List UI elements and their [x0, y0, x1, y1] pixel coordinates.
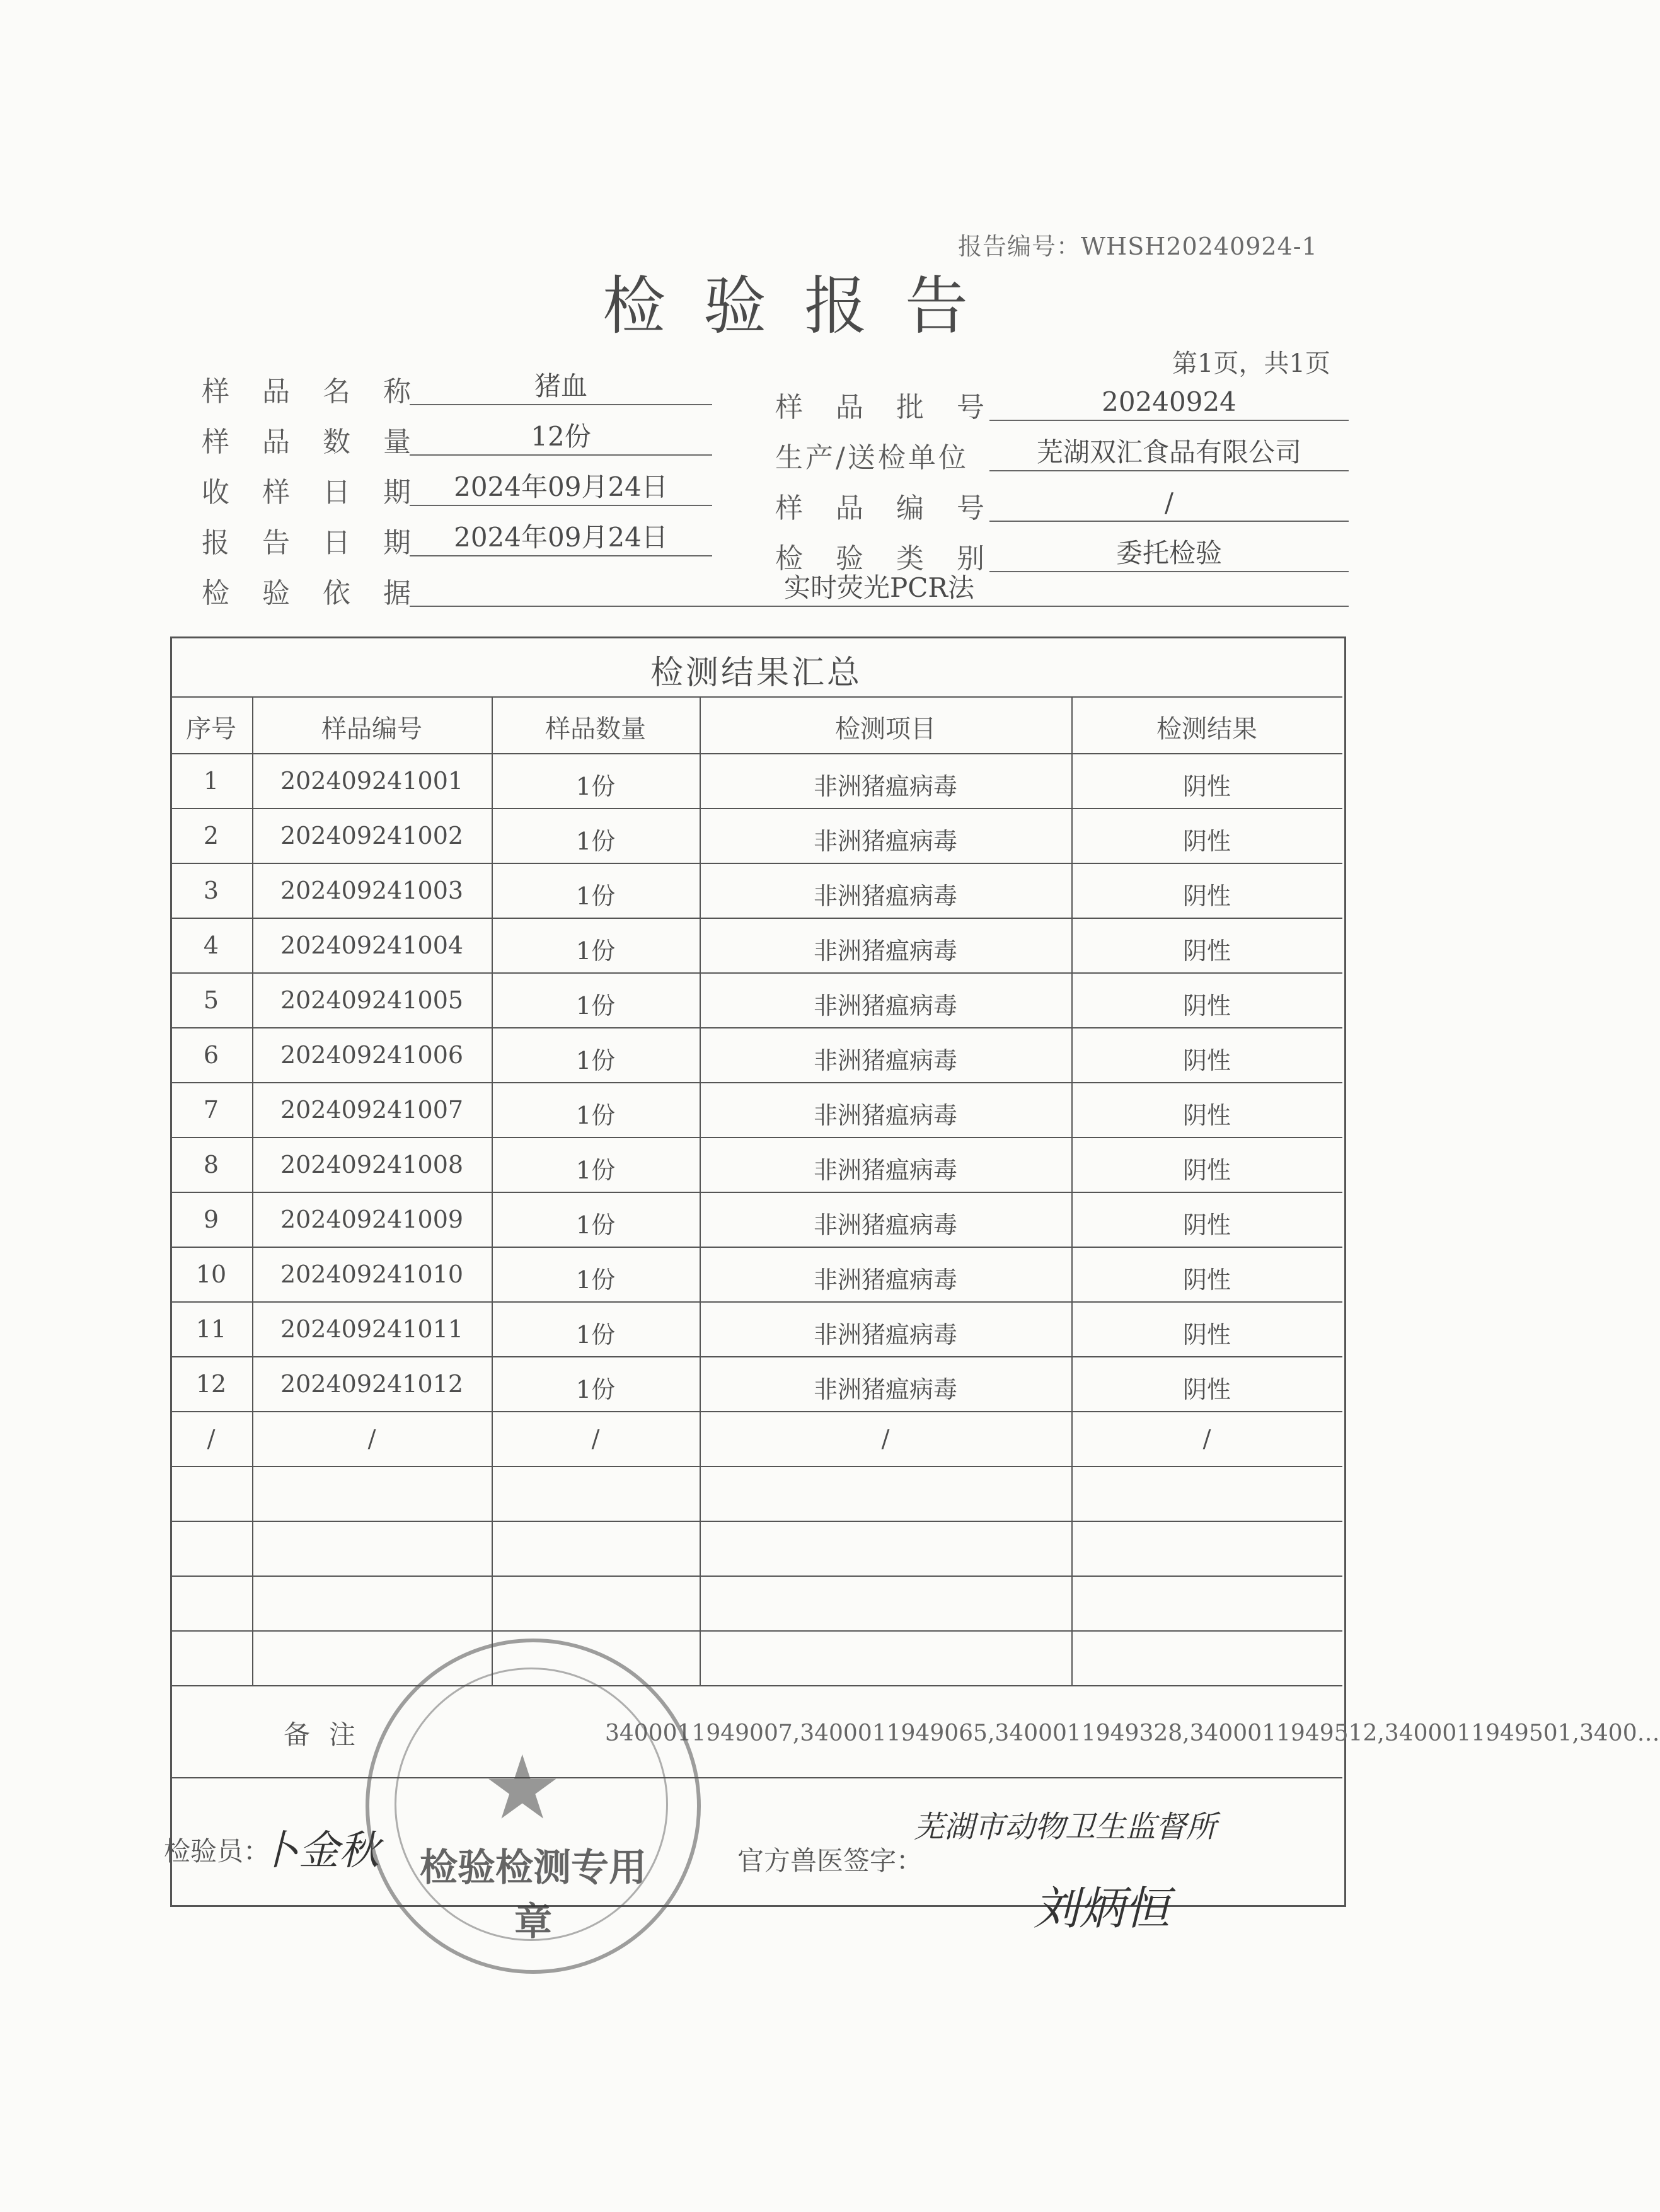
- table-cell-code: /: [367, 1425, 376, 1453]
- table-cell-qty: 1份: [575, 1211, 616, 1239]
- submitter-label: 生产/送检单位: [775, 442, 969, 474]
- table-cell-qty: /: [591, 1425, 600, 1453]
- table-cell-result: 阴性: [1182, 1266, 1231, 1294]
- inspector-label: 检验员：: [164, 1836, 270, 1867]
- table-cell-result: 阴性: [1182, 1156, 1231, 1184]
- sample-name-label: 样品名称: [202, 376, 444, 408]
- sample-code-value: /: [989, 485, 1349, 522]
- table-cell-no: 8: [203, 1151, 219, 1178]
- sample-code-label: 样品编号: [775, 492, 1017, 524]
- received-date-label: 收样日期: [202, 476, 444, 509]
- table-cell-qty: 1份: [575, 1102, 616, 1129]
- column-header: 检测结果: [1156, 715, 1257, 744]
- row-divider: [170, 1685, 1342, 1686]
- table-cell-no: 3: [203, 877, 219, 904]
- table-cell-qty: 1份: [575, 1321, 616, 1349]
- table-cell-code: 202409241006: [280, 1041, 464, 1069]
- table-cell-code: 202409241012: [280, 1370, 464, 1398]
- table-cell-code: 202409241003: [280, 877, 464, 904]
- table-cell-item: 非洲猪瘟病毒: [813, 937, 957, 965]
- sample-name-value: 猪血: [410, 369, 712, 405]
- table-cell-item: 非洲猪瘟病毒: [813, 1156, 957, 1184]
- table-cell-result: 阴性: [1182, 1321, 1231, 1349]
- table-cell-result: 阴性: [1182, 937, 1231, 965]
- table-cell-item: 非洲猪瘟病毒: [813, 882, 957, 910]
- table-cell-code: 202409241004: [280, 931, 464, 959]
- table-row: [170, 1575, 1342, 1630]
- table-cell-no: 1: [203, 767, 219, 795]
- table-cell-qty: 1份: [575, 1266, 616, 1294]
- table-cell-no: /: [207, 1425, 216, 1453]
- stamp-text: 检验检测专用章: [420, 1846, 647, 1944]
- received-date-value: 2024年09月24日: [410, 469, 712, 506]
- table-cell-qty: 1份: [575, 882, 616, 910]
- report-date-label: 报告日期: [202, 527, 444, 559]
- table-cell-result: 阴性: [1182, 882, 1231, 910]
- table-cell-no: 7: [203, 1096, 219, 1124]
- column-header: 序号: [186, 715, 236, 744]
- table-cell-code: 202409241007: [280, 1096, 464, 1124]
- table-cell-qty: 1份: [575, 992, 616, 1020]
- sample-batch-label: 样品批号: [775, 391, 1017, 423]
- table-row: [170, 1466, 1342, 1521]
- table-cell-no: 12: [195, 1370, 227, 1398]
- vet-signature-name: 刘炳恒: [1034, 1882, 1170, 1935]
- table-cell-qty: 1份: [575, 1376, 616, 1403]
- table-cell-result: 阴性: [1182, 1376, 1231, 1403]
- stamp-star-icon: ★: [483, 1737, 562, 1840]
- column-header: 样品数量: [545, 715, 646, 744]
- table-row: [170, 1630, 1342, 1685]
- remarks-label: 备注: [284, 1719, 375, 1750]
- sample-quantity-label: 样品数量: [202, 426, 444, 458]
- report-date-value: 2024年09月24日: [410, 520, 712, 556]
- table-cell-item: 非洲猪瘟病毒: [813, 1047, 957, 1074]
- table-cell-qty: 1份: [575, 827, 616, 855]
- table-cell-result: 阴性: [1182, 773, 1231, 800]
- table-cell-qty: 1份: [575, 1047, 616, 1074]
- vet-signature-org: 芜湖市动物卫生监督所: [914, 1809, 1217, 1845]
- table-cell-item: 非洲猪瘟病毒: [813, 1376, 957, 1403]
- table-cell-qty: 1份: [575, 937, 616, 965]
- test-type-value: 委托检验: [989, 536, 1349, 572]
- table-cell-code: 202409241011: [280, 1315, 464, 1343]
- table-cell-item: 非洲猪瘟病毒: [813, 992, 957, 1020]
- report-title: 检验报告: [602, 269, 1006, 343]
- column-header: 检测项目: [835, 715, 936, 744]
- table-cell-code: 202409241009: [280, 1206, 464, 1233]
- table-cell-item: 非洲猪瘟病毒: [813, 1321, 957, 1349]
- remarks-text: 3400011949007,3400011949065,3400011949328,3400011949512,3400011949501,3400…: [605, 1720, 1660, 1746]
- table-cell-no: 2: [203, 822, 219, 850]
- table-cell-item: 非洲猪瘟病毒: [813, 1266, 957, 1294]
- test-basis-label: 检验依据: [202, 577, 444, 609]
- report-number: 报告编号：WHSH20240924-1: [958, 233, 1318, 260]
- table-cell-result: 阴性: [1182, 827, 1231, 855]
- table-cell-result: 阴性: [1182, 1102, 1231, 1129]
- table-cell-no: 10: [195, 1260, 227, 1288]
- sample-batch-value: 20240924: [989, 384, 1349, 421]
- table-cell-no: 4: [203, 931, 219, 959]
- inspector-signature: 卜金秋: [258, 1828, 379, 1874]
- table-cell-no: 5: [203, 986, 219, 1014]
- table-cell-qty: 1份: [575, 773, 616, 800]
- table-cell-result: 阴性: [1182, 992, 1231, 1020]
- table-cell-no: 6: [203, 1041, 219, 1069]
- table-cell-code: 202409241008: [280, 1151, 464, 1178]
- table-cell-item: 非洲猪瘟病毒: [813, 773, 957, 800]
- vet-label: 官方兽医签字：: [737, 1845, 923, 1876]
- table-cell-item: /: [881, 1425, 890, 1453]
- table-cell-code: 202409241002: [280, 822, 464, 850]
- summary-title: 检测结果汇总: [650, 654, 862, 692]
- table-cell-code: 202409241010: [280, 1260, 464, 1288]
- table-cell-no: 9: [203, 1206, 219, 1233]
- table-cell-qty: 1份: [575, 1156, 616, 1184]
- test-type-label: 检验类别: [775, 543, 1017, 575]
- table-row: [170, 1521, 1342, 1575]
- table-cell-item: 非洲猪瘟病毒: [813, 827, 957, 855]
- table-cell-result: 阴性: [1182, 1047, 1231, 1074]
- table-cell-result: 阴性: [1182, 1211, 1231, 1239]
- sample-quantity-value: 12份: [410, 419, 712, 456]
- inspection-stamp: [366, 1639, 701, 1974]
- table-cell-code: 202409241001: [280, 767, 464, 795]
- test-basis-value: 实时荧光PCR法: [410, 570, 1349, 607]
- table-cell-result: /: [1202, 1425, 1211, 1453]
- column-header: 样品编号: [321, 715, 422, 744]
- table-cell-code: 202409241005: [280, 986, 464, 1014]
- table-cell-item: 非洲猪瘟病毒: [813, 1211, 957, 1239]
- page-info: 第1页，共1页: [1172, 349, 1330, 378]
- table-cell-item: 非洲猪瘟病毒: [813, 1102, 957, 1129]
- table-cell-no: 11: [195, 1315, 227, 1343]
- submitter-value: 芜湖双汇食品有限公司: [989, 435, 1349, 471]
